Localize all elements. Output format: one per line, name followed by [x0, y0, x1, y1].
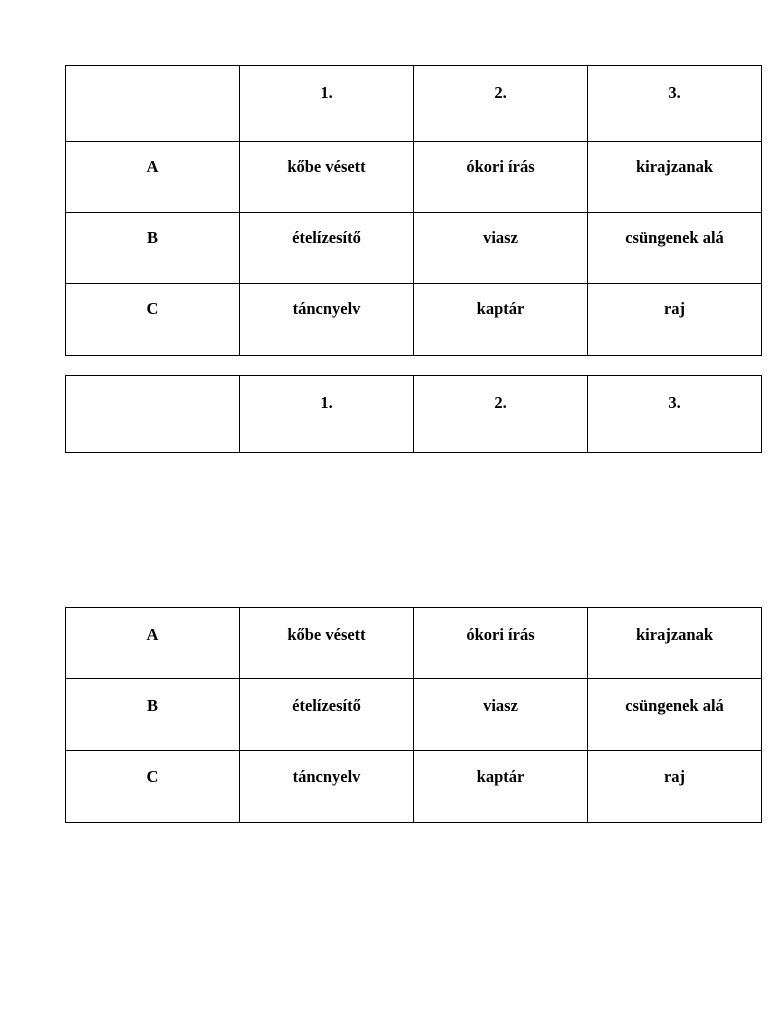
- table-cell: csüngenek alá: [588, 679, 762, 751]
- header-row: [66, 66, 762, 142]
- table-row-a: [66, 608, 762, 679]
- table-cell: ókori írás: [414, 608, 588, 679]
- table-cell: ételízesítő: [240, 213, 414, 284]
- table-cell: ételízesítő: [240, 679, 414, 751]
- table-cell: raj: [588, 284, 762, 356]
- table-cell: viasz: [414, 213, 588, 284]
- table-cell: kőbe vésett: [240, 142, 414, 213]
- row-label-cell: B: [66, 679, 240, 751]
- table-row-a: [66, 142, 762, 213]
- table-cell: csüngenek alá: [588, 213, 762, 284]
- word-rows-table: [65, 607, 762, 823]
- row-label-cell: C: [66, 284, 240, 356]
- row-label-cell: C: [66, 751, 240, 823]
- table-cell: táncnyelv: [240, 284, 414, 356]
- word-grid-table: [65, 65, 762, 356]
- table-cell: kirajzanak: [588, 608, 762, 679]
- table-row-c: [66, 284, 762, 356]
- row-label-cell: A: [66, 608, 240, 679]
- table-cell: kőbe vésett: [240, 608, 414, 679]
- header-cell-corner: [66, 66, 240, 142]
- header-cell-col-2: 2.: [414, 66, 588, 142]
- header-row: [66, 376, 762, 453]
- table-cell: kaptár: [414, 751, 588, 823]
- header-cell-col-1: 1.: [240, 376, 414, 453]
- table-cell: kirajzanak: [588, 142, 762, 213]
- row-label-cell: A: [66, 142, 240, 213]
- table-row-b: [66, 213, 762, 284]
- table-row-c: [66, 751, 762, 823]
- header-only-table: [65, 375, 762, 453]
- header-cell-col-2: 2.: [414, 376, 588, 453]
- row-label-cell: B: [66, 213, 240, 284]
- header-cell-corner: [66, 376, 240, 453]
- table-cell: táncnyelv: [240, 751, 414, 823]
- header-cell-col-3: 3.: [588, 66, 762, 142]
- table-row-b: [66, 679, 762, 751]
- table-cell: kaptár: [414, 284, 588, 356]
- table-cell: raj: [588, 751, 762, 823]
- header-cell-col-3: 3.: [588, 376, 762, 453]
- table-cell: viasz: [414, 679, 588, 751]
- header-cell-col-1: 1.: [240, 66, 414, 142]
- table-cell: ókori írás: [414, 142, 588, 213]
